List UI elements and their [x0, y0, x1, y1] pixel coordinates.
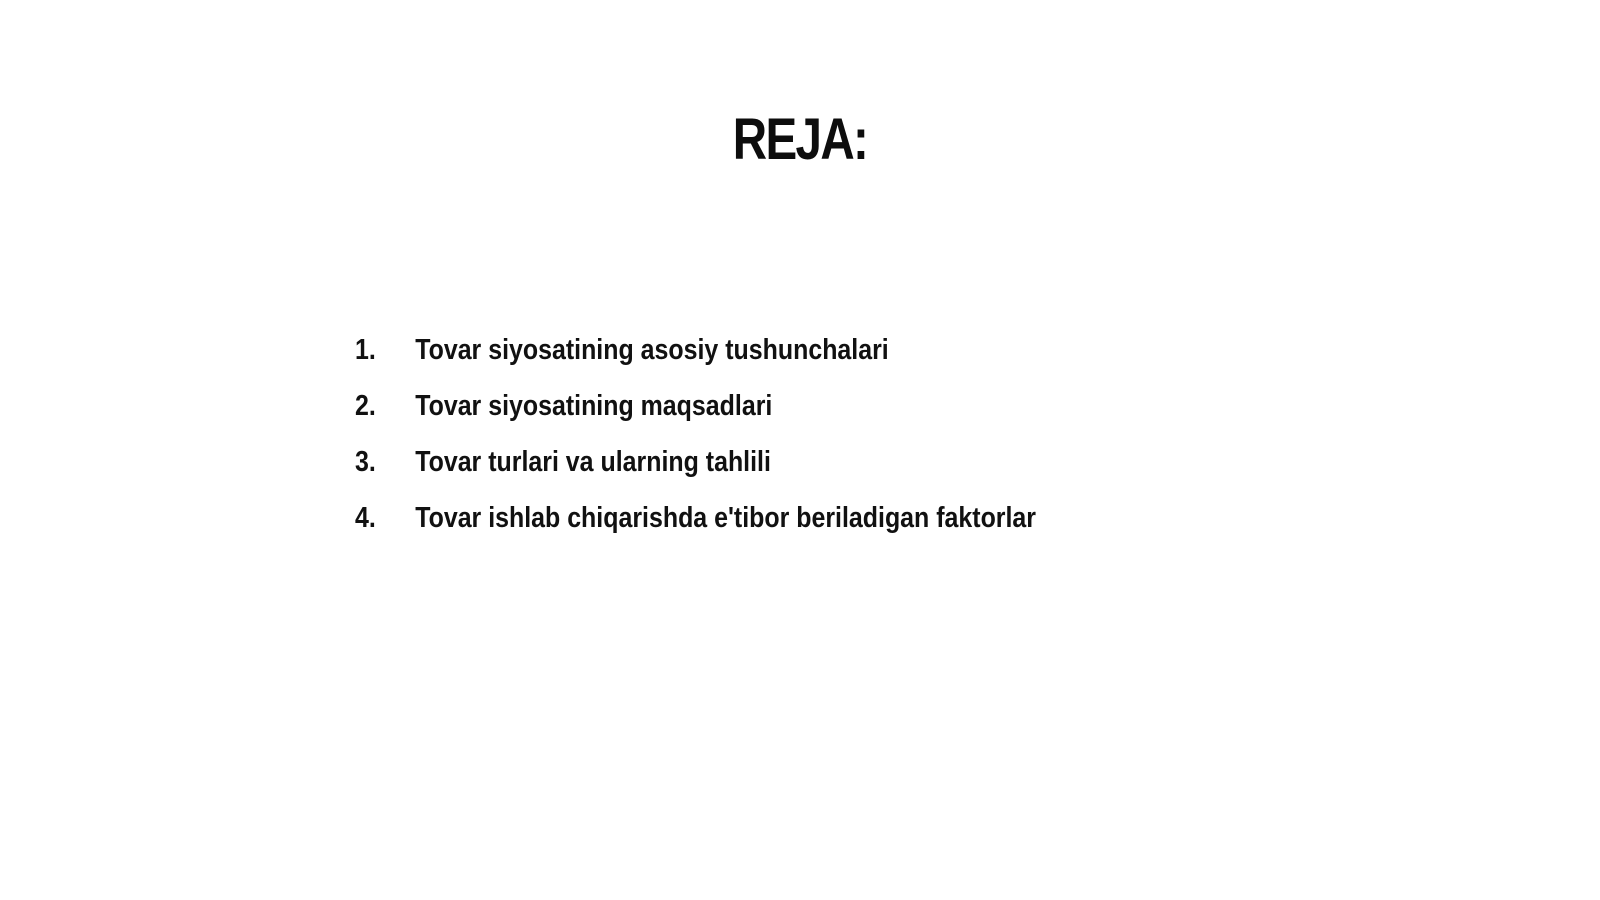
agenda-item-text: Tovar ishlab chiqarishda e'tibor beriladigan faktorlar	[415, 501, 1037, 534]
agenda-item-number: 1.	[355, 333, 376, 366]
slide-title: REJA:	[732, 107, 868, 172]
agenda-item-1	[355, 322, 1215, 378]
agenda-item-text: Tovar turlari va ularning tahlili	[415, 445, 771, 478]
agenda-item-text: Tovar siyosatining asosiy tushunchalari	[415, 333, 889, 366]
agenda-item-3	[355, 434, 1215, 490]
agenda-list	[355, 322, 1355, 546]
agenda-item-number: 2.	[355, 389, 376, 422]
agenda-item-2	[355, 378, 1215, 434]
agenda-item-number: 4.	[355, 501, 376, 534]
agenda-item-number: 3.	[355, 445, 376, 478]
agenda-item-text: Tovar siyosatining maqsadlari	[415, 389, 773, 422]
agenda-item-4	[355, 490, 1215, 546]
